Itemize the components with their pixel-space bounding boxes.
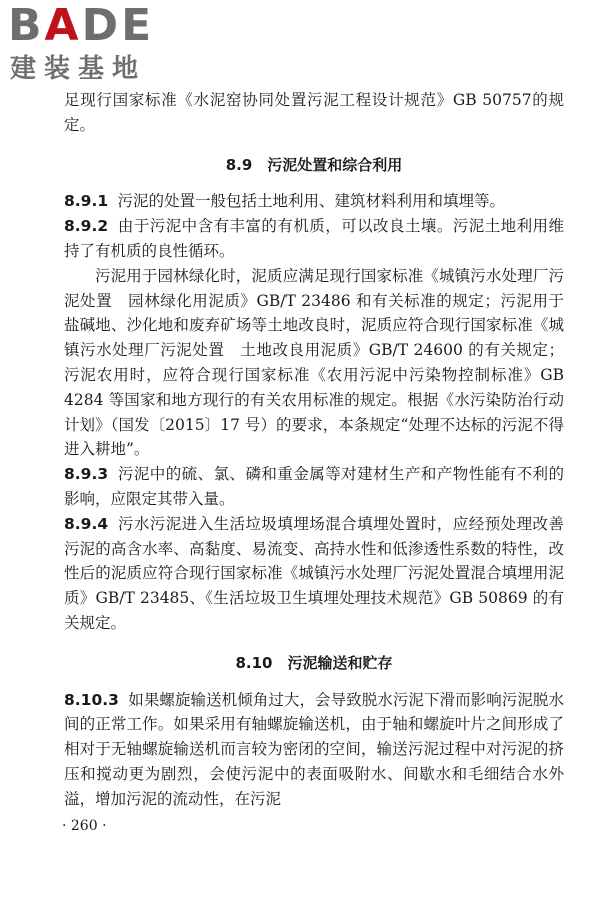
clause-text: 污水污泥进入生活垃圾填埋场混合填埋处置时，应经预处理改善污泥的高含水率、高黏度、易流变、高持水性和低渗透性系数的特性，改性后的泥质应符合现行国家标准《城镇污水处理厂污泥处置混合填埋用泥质》GB/T 23485、《生活垃圾卫生填埋处理技术规范》GB 50869 的有关规定。	[64, 514, 564, 632]
clause-8-9-3	[64, 462, 564, 512]
page-number: · 260 ·	[62, 818, 107, 834]
section-8-10-heading: 8.10 污泥输送和贮存	[235, 653, 393, 672]
clause-text: 污泥中的硫、氯、磷和重金属等对建材生产和产物性能有不利的影响，应限定其带入量。	[64, 465, 564, 508]
clause-text: 由于污泥中含有丰富的有机质，可以改良土壤。污泥土地利用维持了有机质的良性循环。	[64, 217, 564, 260]
clause-8-9-1	[64, 189, 564, 214]
intro-paragraph: 足现行国家标准《水泥窑协同处置污泥工程设计规范》GB 50757的规定。	[64, 91, 564, 134]
logo-wordmark: BADE	[8, 0, 155, 51]
clause-8-9-4	[64, 512, 564, 636]
clause-number: 8.10.3	[64, 690, 119, 709]
page-body	[64, 88, 564, 812]
bade-logo	[8, 0, 178, 86]
logo-accent-letter: A	[44, 0, 82, 51]
clause-8-9-2	[64, 214, 564, 264]
clause-number: 8.9.3	[64, 465, 109, 484]
logo-subtitle: 建装基地	[10, 54, 147, 84]
section-8-9-heading: 8.9 污泥处置和综合利用	[225, 155, 403, 174]
clause-number: 8.9.1	[64, 192, 109, 211]
clause-number: 8.9.4	[64, 514, 109, 533]
clause-number: 8.9.2	[64, 217, 109, 236]
clause-text: 污泥的处置一般包括土地利用、建筑材料利用和填埋等。	[117, 192, 505, 211]
clause-8-9-2-paragraph-2: 污泥用于园林绿化时，泥质应满足现行国家标准《城镇污水处理厂污泥处置 园林绿化用泥质》GB/T 23486 和有关标准的规定；污泥用于盐碱地、沙化地和废弃矿场等土地改良时，泥质应符合现行国家标准《城镇污水处理厂污泥处置 土地改良用泥质》GB/T 24600 的有关规定；污泥农用时，应符合现行国家标准《农用污泥中污染物控制标准》GB 4284 等国家和地方现行的有关农用标准的规定。根据《水污染防治行动计划》（国发〔2015〕17 号）的要求，本条规定“处理不达标的污泥不得进入耕地”。	[64, 266, 564, 459]
clause-text: 如果螺旋输送机倾角过大，会导致脱水污泥下滑而影响污泥脱水间的正常工作。如果采用有轴螺旋输送机，由于轴和螺旋叶片之间形成了相对于无轴螺旋输送机而言较为密闭的空间，输送污泥过程中对污泥的挤压和搅动更为剧烈，会使污泥中的表面吸附水、间歇水和毛细结合水外溢，增加污泥的流动性，在污泥	[64, 690, 564, 808]
clause-8-10-3	[64, 688, 564, 812]
